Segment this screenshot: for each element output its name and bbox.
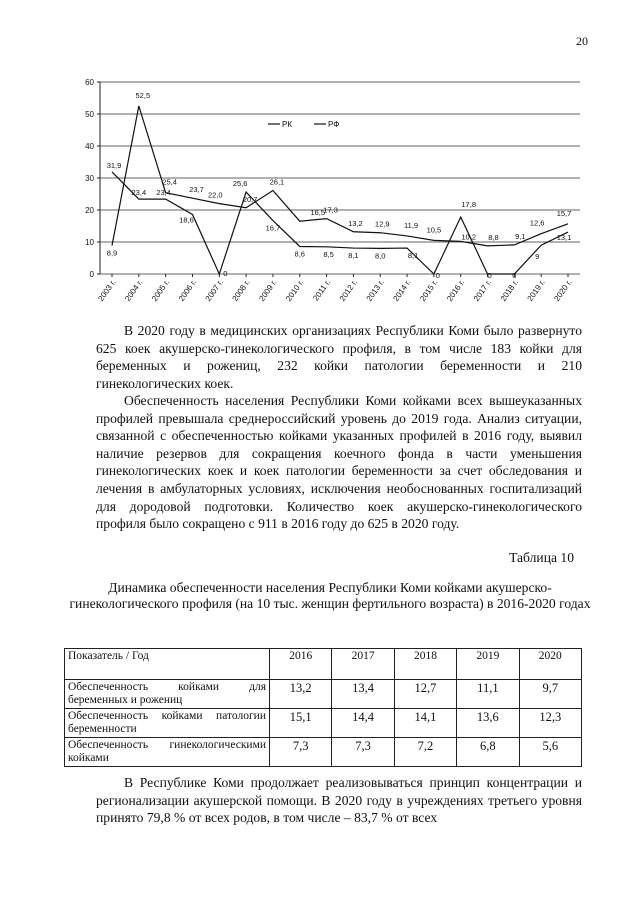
legend-label: РК xyxy=(282,120,292,129)
data-label: 17,3 xyxy=(323,205,338,215)
data-label: 23,7 xyxy=(189,185,204,195)
table-cell: 12,3 xyxy=(519,709,581,738)
row-label: Обеспеченность койками для беременных и рожениц xyxy=(65,680,270,709)
data-label: 8,8 xyxy=(488,232,499,242)
data-label: 31,9 xyxy=(106,160,122,170)
header-2019: 2019 xyxy=(457,649,519,680)
x-tick-label: 2008 г. xyxy=(230,277,252,303)
x-tick-label: 2003 г. xyxy=(96,277,118,303)
x-tick-label: 2018 г. xyxy=(498,277,520,303)
data-label: 10,2 xyxy=(461,232,477,242)
data-label: 9 xyxy=(535,252,540,262)
row-label: Обеспеченность гинекологическими койками xyxy=(65,738,270,767)
data-label: 12,9 xyxy=(374,219,390,229)
x-tick-label: 2015 г. xyxy=(418,277,440,303)
data-label: 23,4 xyxy=(131,188,147,198)
x-tick-label: 2012 г. xyxy=(337,277,360,303)
table-label: Таблица 10 xyxy=(509,550,574,565)
data-label: 23,4 xyxy=(156,188,171,198)
paragraph-analysis: Обеспеченность населения Республики Коми койками всех вышеуказанных профилей превышала среднероссийский уровень до 2019 года. Анализ ситуации, связанной с обеспеченностью койками указанных профилей в 2016 году, выявил наличие резервов для сокращения коечного фонда в части уменьшения гинекологических коек и коек патологии беременности за счет обследования и лечения в амбулаторных условиях, исключения необоснованных госпитализаций для дородовой подготовки. Количество коек акушерско-гинекологического профиля было сокращено с 911 в 2016 году до 625 в 2020 году. xyxy=(96,393,582,532)
data-label: 15,7 xyxy=(556,208,572,218)
data-label: 16,5 xyxy=(310,208,326,218)
table-cell: 7,3 xyxy=(332,738,394,767)
y-tick-label: 30 xyxy=(85,174,94,183)
data-label: 8,9 xyxy=(106,248,118,258)
table-row xyxy=(65,709,582,738)
data-label: 17,8 xyxy=(461,200,477,210)
x-tick-label: 2019 г. xyxy=(525,277,547,303)
x-tick-label: 2011 г. xyxy=(311,277,333,303)
x-tick-label: 2016 г. xyxy=(445,277,467,303)
data-label: 11,9 xyxy=(404,220,419,230)
table-cell: 7,2 xyxy=(394,738,456,767)
header-2017: 2017 xyxy=(332,649,394,680)
data-label: 26,1 xyxy=(269,177,285,187)
data-label: 12,6 xyxy=(529,218,545,228)
page-number: 20 xyxy=(576,34,588,48)
data-label: 8,1 xyxy=(407,251,419,261)
beds-table xyxy=(64,648,582,767)
data-label: 9,1 xyxy=(515,231,526,241)
y-tick-label: 10 xyxy=(85,238,94,247)
table-cell: 5,6 xyxy=(519,738,581,767)
table-row xyxy=(65,738,582,767)
table-row xyxy=(65,680,582,709)
table-cell: 14,1 xyxy=(394,709,456,738)
data-label: 0 xyxy=(487,271,492,280)
data-label: 8,6 xyxy=(294,249,305,259)
data-label: 0 xyxy=(435,271,440,280)
x-tick-label: 2014 г. xyxy=(391,277,413,303)
row-label: Обеспеченность койками патологии беременности xyxy=(65,709,270,738)
data-label: 13,2 xyxy=(348,218,363,228)
header-2018: 2018 xyxy=(394,649,456,680)
x-tick-label: 2007 г. xyxy=(203,277,225,303)
table-title: Динамика обеспеченности населения Республики Коми койками акушерско-гинекологического профиля (на 10 тыс. женщин фертильного возраста) в 2016-2020 годах xyxy=(69,580,591,611)
data-label: 13,1 xyxy=(556,233,572,243)
y-tick-label: 50 xyxy=(85,110,94,119)
data-label: 8,5 xyxy=(323,249,334,259)
table-cell: 9,7 xyxy=(519,680,581,709)
x-tick-label: 2009 г. xyxy=(257,277,279,303)
series-line-rf xyxy=(112,106,568,246)
header-2016: 2016 xyxy=(270,649,332,680)
data-label: 22,0 xyxy=(207,190,223,200)
data-label: 18,6 xyxy=(179,215,194,225)
y-tick-label: 40 xyxy=(85,142,94,151)
data-label: 52,5 xyxy=(135,91,151,100)
x-tick-label: 2004 г. xyxy=(123,277,145,303)
paragraph-regionalization: В Республике Коми продолжает реализовываться принцип концентрации и регионализации акушерской помощи. В 2020 году в учреждениях третьего уровня принято 79,8 % от всех родов, в том числе – 83,7 % от всех xyxy=(96,775,582,826)
x-tick-label: 2020 г. xyxy=(552,277,574,303)
legend-label: РФ xyxy=(328,120,340,129)
x-tick-label: 2010 г. xyxy=(284,277,306,303)
y-tick-label: 60 xyxy=(85,78,94,87)
table-cell: 13,4 xyxy=(332,680,394,709)
y-tick-label: 20 xyxy=(85,206,94,215)
data-label: 8,1 xyxy=(348,251,359,261)
header-indicator: Показатель / Год xyxy=(65,649,270,680)
table-cell: 11,1 xyxy=(457,680,519,709)
data-label: 16,7 xyxy=(265,223,281,233)
table-cell: 13,6 xyxy=(457,709,519,738)
x-tick-label: 2017 г. xyxy=(471,277,494,303)
data-label: 25,4 xyxy=(162,177,177,187)
x-tick-label: 2005 г. xyxy=(150,277,172,303)
paragraph-beds-2020: В 2020 году в медицинских организациях Республики Коми было развернуто 625 коек акушерско-гинекологического профиля, в том числе 183 койки для беременных и рожениц, 232 койки патологии беременности и 210 гинекологических коек. xyxy=(96,323,582,391)
table-cell: 13,2 xyxy=(270,680,332,709)
x-tick-label: 2013 г. xyxy=(364,277,386,303)
data-label: 0 xyxy=(512,271,517,280)
table-cell: 6,8 xyxy=(457,738,519,767)
line-chart xyxy=(70,72,590,312)
table-cell: 15,1 xyxy=(270,709,332,738)
header-2020: 2020 xyxy=(519,649,581,680)
table-cell: 14,4 xyxy=(332,709,394,738)
table-cell: 7,3 xyxy=(270,738,332,767)
data-label: 25,6 xyxy=(232,179,248,189)
data-label: 10,5 xyxy=(426,225,442,235)
table-header-row xyxy=(65,649,582,680)
y-tick-label: 0 xyxy=(89,270,94,279)
data-label: 8,0 xyxy=(375,251,386,261)
table-cell: 12,7 xyxy=(394,680,456,709)
data-label: 0 xyxy=(223,269,228,278)
x-tick-label: 2006 г. xyxy=(176,277,199,303)
data-label: 20,7 xyxy=(242,194,258,204)
